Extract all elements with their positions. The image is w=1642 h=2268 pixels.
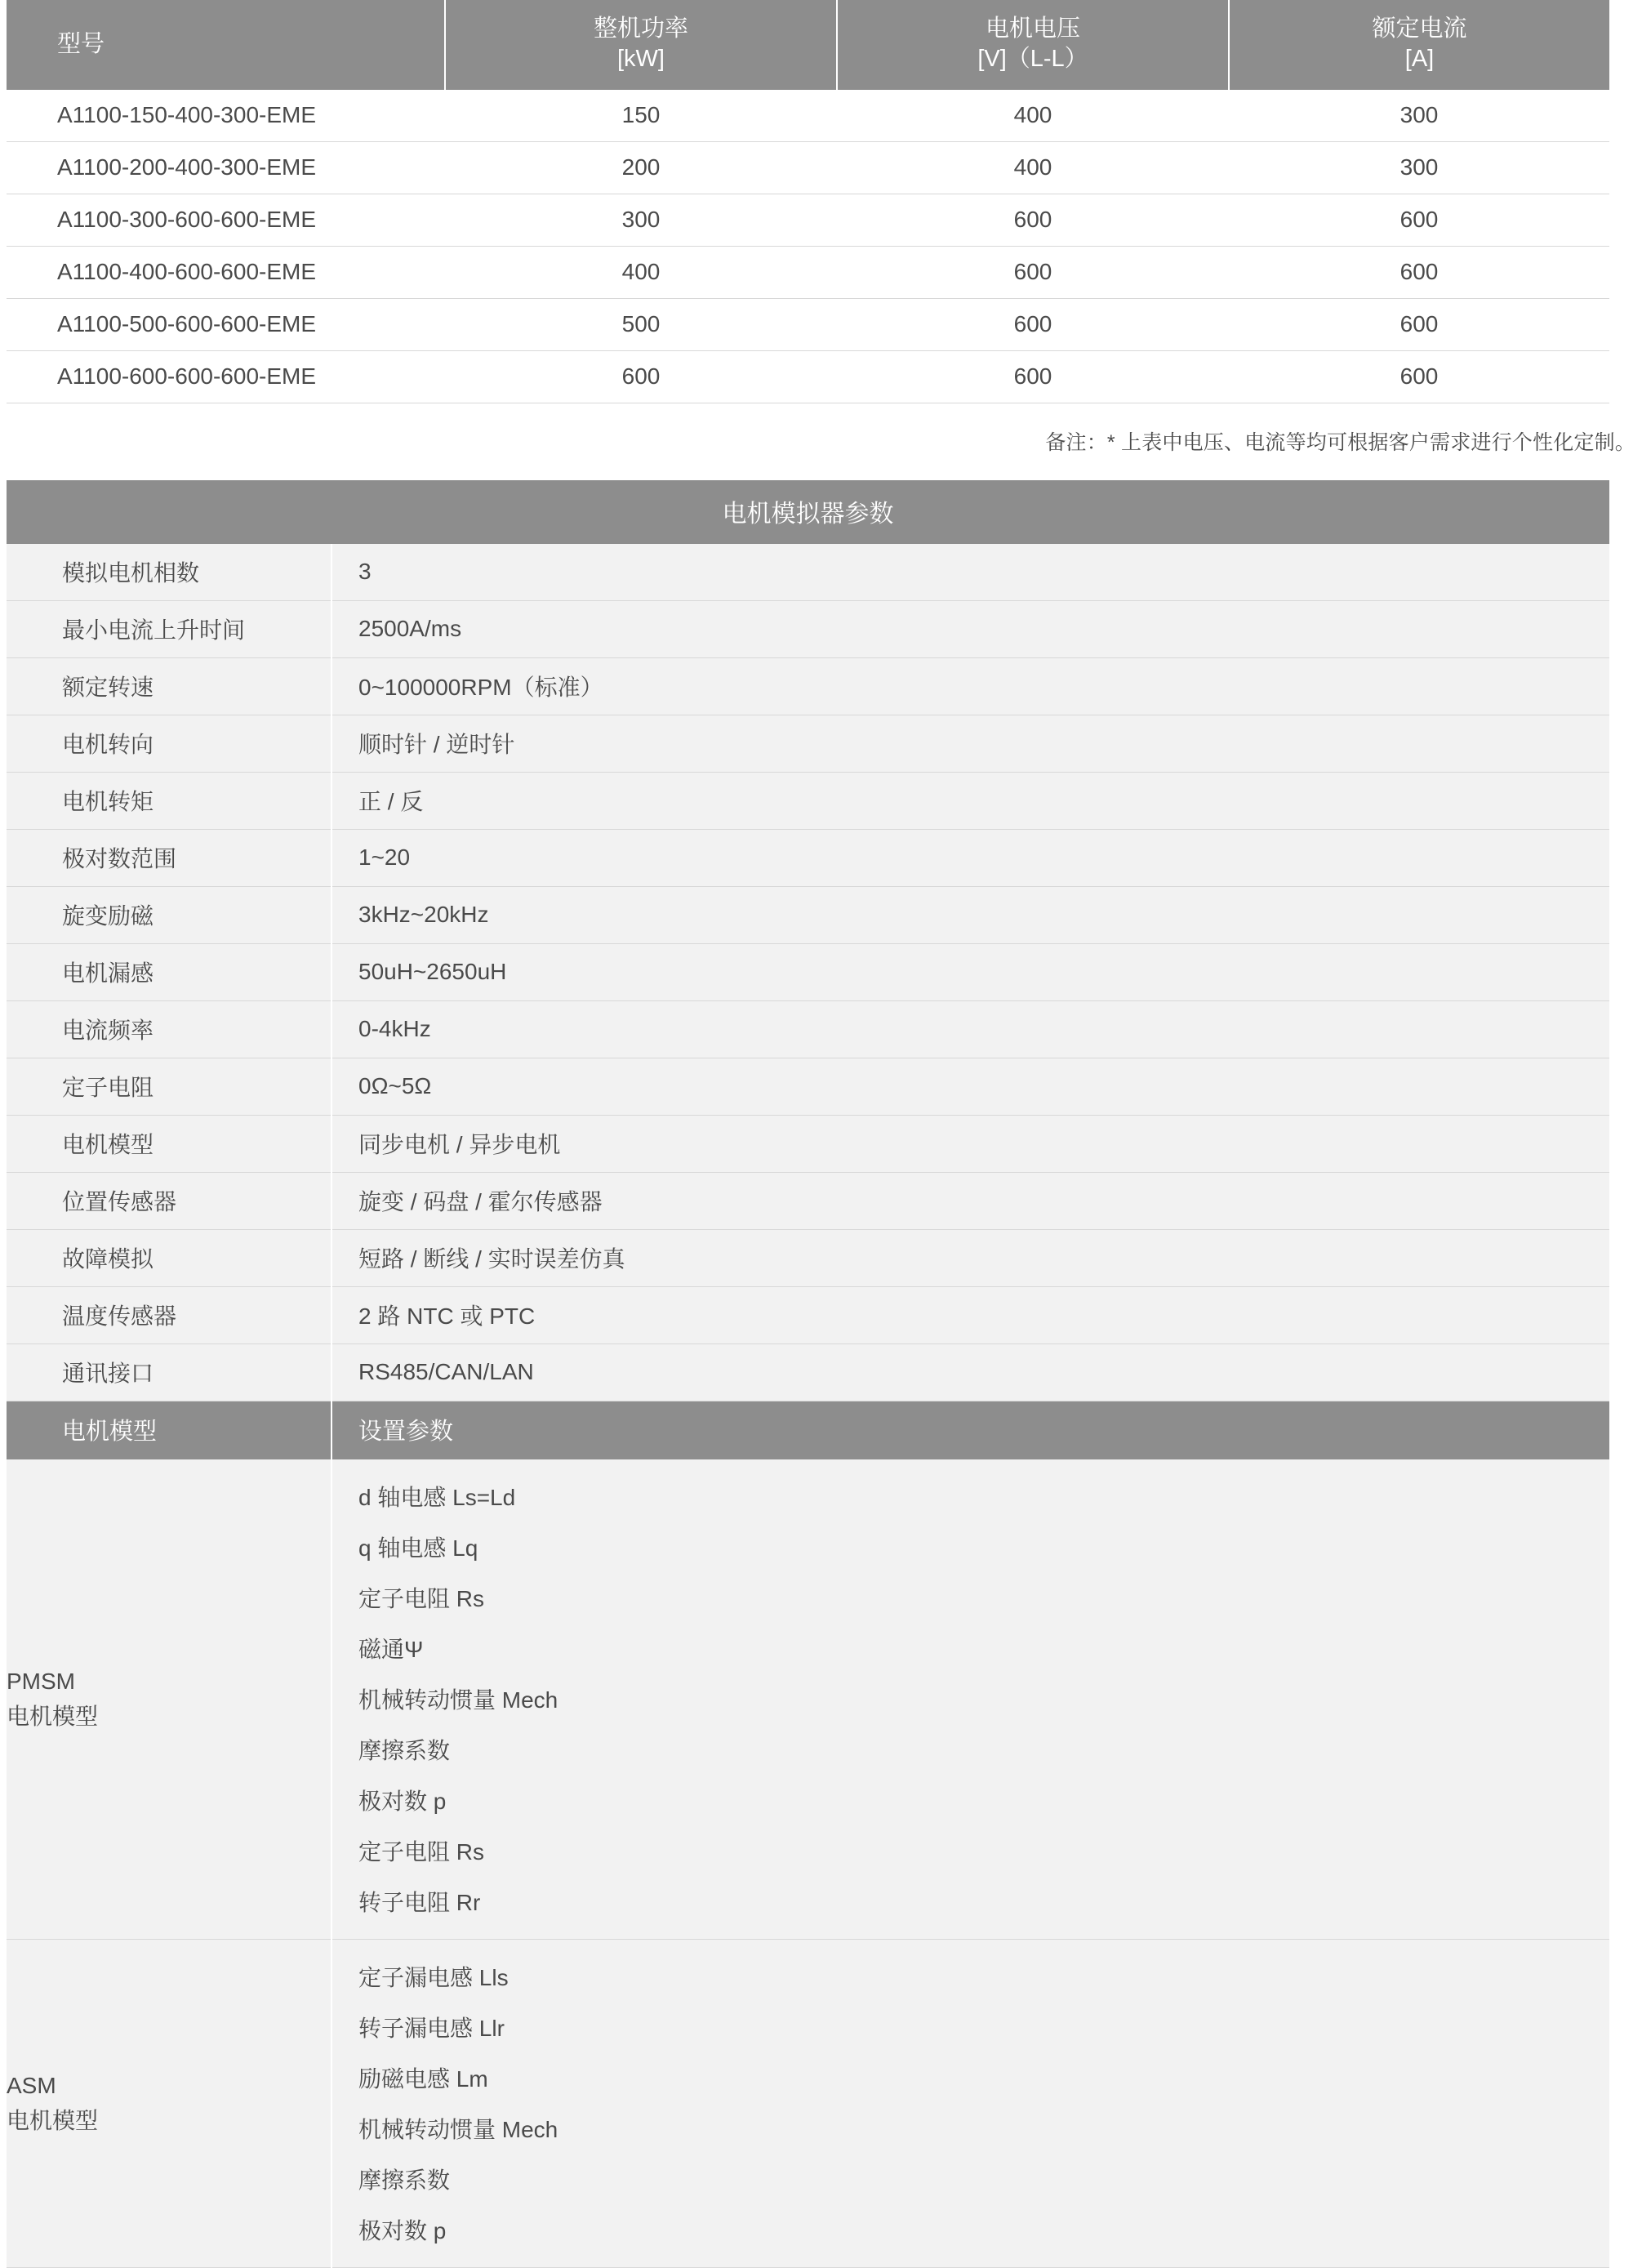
table-footnote: 备注：* 上表中电压、电流等均可根据客户需求进行个性化定制。 <box>1045 431 1635 455</box>
param-value: 0-4kHz <box>332 1001 1609 1058</box>
column-header-current-line2: [A] <box>1404 46 1435 73</box>
cell-power: 500 <box>445 299 837 351</box>
column-header-current-line1: 额定电流 <box>1372 16 1467 42</box>
list-item: 机械转动惯量 Mech <box>358 1687 558 1713</box>
subheader-motor-model: 电机模型 <box>7 1401 332 1460</box>
table-row <box>7 1116 1609 1173</box>
group-label-line2: 电机模型 <box>7 1704 99 1730</box>
table-row <box>7 658 1609 715</box>
cell-voltage: 400 <box>837 142 1229 194</box>
list-item: 极对数 p <box>358 2218 447 2244</box>
list-item: 极对数 p <box>358 1789 447 1815</box>
list-item: 摩擦系数 <box>358 1738 451 1764</box>
table-row <box>7 773 1609 830</box>
table-row <box>7 830 1609 887</box>
cell-current: 300 <box>1229 90 1609 142</box>
cell-current: 600 <box>1229 194 1609 247</box>
param-value: 旋变 / 码盘 / 霍尔传感器 <box>332 1173 1609 1230</box>
simulator-parameter-table <box>7 544 1609 2268</box>
simulator-parameter-section <box>7 480 1609 2268</box>
section-title: 电机模拟器参数 <box>7 480 1609 544</box>
list-item: 转子电阻 Rr <box>358 1890 481 1916</box>
subheader-settings: 设置参数 <box>332 1401 1609 1460</box>
cell-voltage: 600 <box>837 299 1229 351</box>
column-header-voltage-line2: [V]（L-L） <box>977 46 1088 73</box>
column-header-power-line2: [kW] <box>617 46 665 73</box>
param-value: 3 <box>332 544 1609 601</box>
table-row <box>7 1173 1609 1230</box>
table-row <box>7 194 1609 247</box>
cell-current: 600 <box>1229 299 1609 351</box>
list-item: 机械转动惯量 Mech <box>358 2117 558 2143</box>
param-value: RS485/CAN/LAN <box>332 1344 1609 1401</box>
param-value: 50uH~2650uH <box>332 944 1609 1001</box>
param-key: 极对数范围 <box>7 830 332 887</box>
cell-model: A1100-600-600-600-EME <box>7 351 445 403</box>
param-value: 0Ω~5Ω <box>332 1058 1609 1116</box>
group-label-line2: 电机模型 <box>7 2108 99 2134</box>
table-row <box>7 601 1609 658</box>
motor-model-group-asm <box>7 1940 1609 2268</box>
param-key: 电流频率 <box>7 1001 332 1058</box>
param-value: 正 / 反 <box>332 773 1609 830</box>
cell-current: 300 <box>1229 142 1609 194</box>
table-row <box>7 1058 1609 1116</box>
column-header-model-line1: 型号 <box>57 30 105 57</box>
list-item: 励磁电感 Lm <box>358 2066 488 2092</box>
param-key: 电机漏感 <box>7 944 332 1001</box>
cell-model: A1100-400-600-600-EME <box>7 247 445 299</box>
param-value: 顺时针 / 逆时针 <box>332 715 1609 773</box>
param-key: 额定转速 <box>7 658 332 715</box>
param-key: 位置传感器 <box>7 1173 332 1230</box>
column-header-voltage <box>837 0 1229 90</box>
param-key: 模拟电机相数 <box>7 544 332 601</box>
param-key: 旋变励磁 <box>7 887 332 944</box>
table-row <box>7 1230 1609 1287</box>
table-row <box>7 351 1609 403</box>
cell-power: 150 <box>445 90 837 142</box>
list-item: 转子漏电感 Llr <box>358 2016 505 2042</box>
cell-voltage: 400 <box>837 90 1229 142</box>
cell-model: A1100-200-400-300-EME <box>7 142 445 194</box>
cell-power: 200 <box>445 142 837 194</box>
cell-power: 600 <box>445 351 837 403</box>
group-items-pmsm <box>332 1459 1609 1940</box>
column-header-voltage-line1: 电机电压 <box>985 16 1080 42</box>
cell-voltage: 600 <box>837 247 1229 299</box>
param-key: 电机转矩 <box>7 773 332 830</box>
cell-voltage: 600 <box>837 351 1229 403</box>
table-row <box>7 142 1609 194</box>
cell-current: 600 <box>1229 247 1609 299</box>
parameter-table-body <box>7 544 1609 2268</box>
cell-model: A1100-150-400-300-EME <box>7 90 445 142</box>
cell-power: 400 <box>445 247 837 299</box>
param-key: 通讯接口 <box>7 1344 332 1401</box>
param-key: 电机模型 <box>7 1116 332 1173</box>
table-row <box>7 715 1609 773</box>
cell-current: 600 <box>1229 351 1609 403</box>
param-value: 3kHz~20kHz <box>332 887 1609 944</box>
param-value: 同步电机 / 异步电机 <box>332 1116 1609 1173</box>
group-label-line1: ASM <box>7 2072 56 2098</box>
column-header-current <box>1229 0 1609 90</box>
list-item: q 轴电感 Lq <box>358 1535 478 1562</box>
model-table-header <box>7 0 1609 90</box>
motor-model-subheader-row <box>7 1401 1609 1460</box>
table-row <box>7 247 1609 299</box>
table-row <box>7 1344 1609 1401</box>
list-item: 摩擦系数 <box>358 2168 451 2194</box>
group-label-pmsm <box>7 1459 332 1940</box>
group-items-asm <box>332 1940 1609 2268</box>
column-header-power-line1: 整机功率 <box>593 16 688 42</box>
param-key: 定子电阻 <box>7 1058 332 1116</box>
motor-model-group-pmsm <box>7 1459 1609 1940</box>
param-value: 短路 / 断线 / 实时误差仿真 <box>332 1230 1609 1287</box>
list-item: d 轴电感 Ls=Ld <box>358 1485 516 1511</box>
group-label-asm <box>7 1940 332 2268</box>
param-value: 2 路 NTC 或 PTC <box>332 1287 1609 1344</box>
table-row <box>7 1287 1609 1344</box>
model-table-body <box>7 90 1609 403</box>
cell-power: 300 <box>445 194 837 247</box>
table-row <box>7 944 1609 1001</box>
table-header-row <box>7 0 1609 90</box>
table-row <box>7 90 1609 142</box>
param-value: 0~100000RPM（标准） <box>332 658 1609 715</box>
column-header-power <box>445 0 837 90</box>
param-key: 故障模拟 <box>7 1230 332 1287</box>
list-item: 定子电阻 Rs <box>358 1839 485 1865</box>
model-specification-table <box>7 0 1609 403</box>
table-row <box>7 887 1609 944</box>
list-item: 定子漏电感 Lls <box>358 1965 509 1991</box>
list-item: 磁通Ψ <box>358 1637 424 1663</box>
param-key: 电机转向 <box>7 715 332 773</box>
cell-model: A1100-300-600-600-EME <box>7 194 445 247</box>
column-header-model <box>7 0 445 90</box>
param-value: 2500A/ms <box>332 601 1609 658</box>
param-value: 1~20 <box>332 830 1609 887</box>
cell-voltage: 600 <box>837 194 1229 247</box>
group-label-line1: PMSM <box>7 1668 75 1694</box>
param-key: 最小电流上升时间 <box>7 601 332 658</box>
param-key: 温度传感器 <box>7 1287 332 1344</box>
table-row <box>7 299 1609 351</box>
list-item: 定子电阻 Rs <box>358 1586 485 1612</box>
table-row <box>7 1001 1609 1058</box>
table-row <box>7 544 1609 601</box>
cell-model: A1100-500-600-600-EME <box>7 299 445 351</box>
